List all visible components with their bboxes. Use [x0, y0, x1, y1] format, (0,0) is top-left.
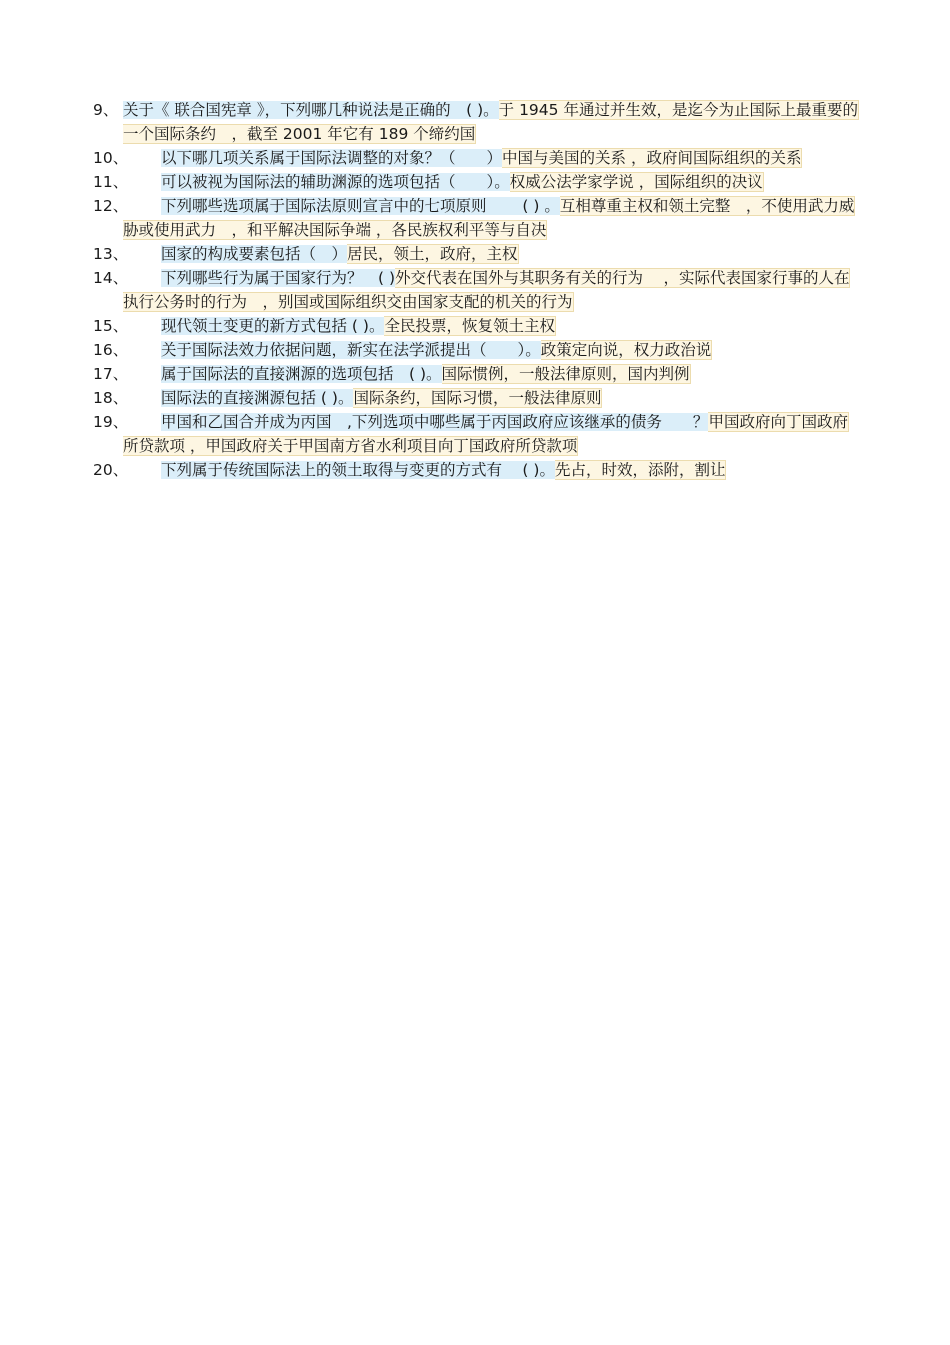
- question-item: [93, 194, 863, 242]
- question-text: 可以被视为国际法的辅助渊源的选项包括（ ）。: [161, 173, 510, 191]
- question-text: 国家的构成要素包括（ ）: [161, 245, 348, 263]
- answer-text: 居民，领土，政府，主权: [347, 245, 518, 263]
- question-text: 国际法的直接渊源包括 ( )。: [161, 389, 354, 407]
- question-item: [93, 146, 863, 170]
- question-item: [93, 362, 863, 386]
- question-item: [93, 170, 863, 194]
- question-number: 12、: [93, 197, 129, 215]
- question-text: 关于《 联合国宪章 》，下列哪几种说法是正确的 ( )。: [123, 101, 499, 119]
- question-text: 属于国际法的直接渊源的选项包括 ( )。: [161, 365, 442, 383]
- question-text: 下列哪些行为属于国家行为？ ( ): [161, 269, 396, 287]
- question-item: [93, 410, 863, 458]
- question-number: 17、: [93, 365, 129, 383]
- answer-text: 于 1945 年通过并生效，是迄今为止国际上最重要的一个国际条约 ，截至 2001 年它有 189 个缔约国: [123, 101, 858, 143]
- question-text: 下列哪些选项属于国际法原则宣言中的七项原则 ( ) 。: [161, 197, 560, 215]
- question-number: 20、: [93, 461, 129, 479]
- question-item: [93, 266, 863, 314]
- answer-text: 外交代表在国外与其职务有关的行为 ，实际代表国家行事的人在执行公务时的行为 ，别国或国际组织交由国家支配的机关的行为: [123, 269, 850, 311]
- question-item: [93, 98, 863, 146]
- question-list: [93, 98, 863, 482]
- answer-text: 国际惯例，一般法律原则，国内判例: [441, 365, 690, 383]
- question-number: 10、: [93, 149, 129, 167]
- question-item: [93, 458, 863, 482]
- question-item: [93, 314, 863, 338]
- question-text: 甲国和乙国合并成为丙国 ,下列选项中哪些属于丙国政府应该继承的债务 ？: [161, 413, 709, 431]
- question-number: 19、: [93, 413, 129, 431]
- question-number: 15、: [93, 317, 129, 335]
- question-number: 9、: [93, 101, 119, 119]
- question-text: 关于国际法效力依据问题，新实在法学派提出（ ）。: [161, 341, 541, 359]
- question-text: 下列属于传统国际法上的领土取得与变更的方式有 ( )。: [161, 461, 555, 479]
- question-number: 11、: [93, 173, 129, 191]
- answer-text: 权威公法学家学说 ，国际组织的决议: [509, 173, 763, 191]
- answer-text: 中国与美国的关系 ，政府间国际组织的关系: [502, 149, 802, 167]
- answer-text: 先占，时效，添附，割让: [554, 461, 726, 479]
- question-number: 13、: [93, 245, 129, 263]
- question-item: [93, 386, 863, 410]
- question-number: 16、: [93, 341, 129, 359]
- question-number: 14、: [93, 269, 129, 287]
- answer-text: 甲国政府向丁国政府所贷款项 ，甲国政府关于甲国南方省水利项目向丁国政府所贷款项: [123, 413, 848, 455]
- question-item: [93, 242, 863, 266]
- answer-text: 互相尊重主权和领土完整 ，不使用武力威胁或使用武力 ，和平解决国际争端 ，各民族权利平等与自决: [123, 197, 855, 239]
- answer-text: 全民投票，恢复领土主权: [384, 317, 555, 335]
- question-number: 18、: [93, 389, 129, 407]
- question-text: 现代领土变更的新方式包括 ( )。: [161, 317, 385, 335]
- question-text: 以下哪几项关系属于国际法调整的对象？（ ）: [161, 149, 503, 167]
- answer-text: 政策定向说，权力政治说: [540, 341, 712, 359]
- answer-text: 国际条约，国际习惯，一般法律原则: [353, 389, 602, 407]
- question-item: [93, 338, 863, 362]
